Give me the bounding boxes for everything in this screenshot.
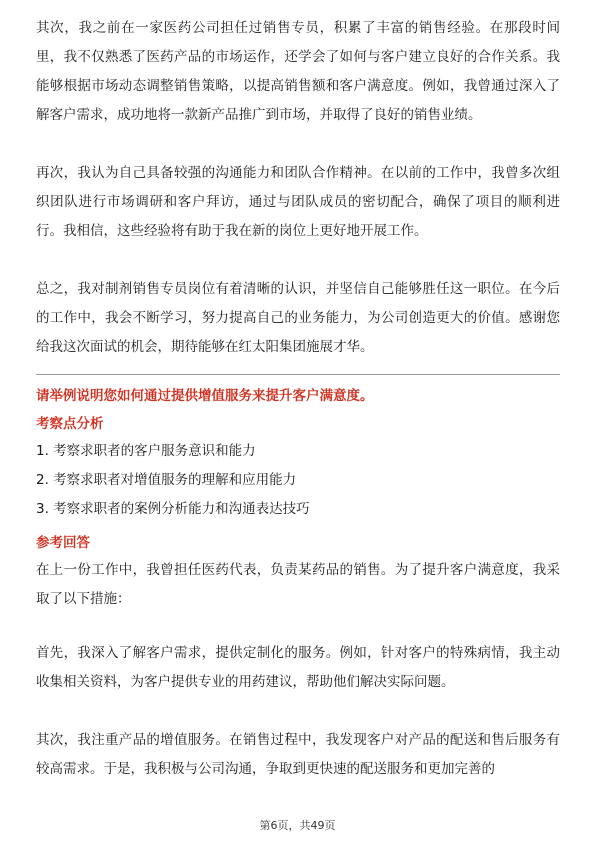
paragraph-sales-experience: 其次，我之前在一家医药公司担任过销售专员，积累了丰富的销售经验。在那段时间里，我不仅熟悉了医药产品的市场运作，还学会了如何与客户建立良好的合作关系。我能够根据市场动态调整销售策略，以提高销售额和客户满意度。例如，我曾通过深入了解客户需求，成功地将一款新产品推广到市场，并取得了良好的销售业绩。 [36,20,560,123]
analysis-item: 1. 考察求职者的客户服务意识和能力 [36,443,256,459]
question-heading: 请举例说明您如何通过提供增值服务来提升客户满意度。 [36,388,374,404]
document-page [36,14,560,784]
section-divider [36,374,560,375]
answer-title: 参考回答 [36,535,90,551]
analysis-item: 2. 考察求职者对增值服务的理解和应用能力 [36,472,297,488]
page-number: 第6页，共49页 [259,819,336,832]
paragraph-conclusion: 总之，我对制剂销售专员岗位有着清晰的认识，并坚信自己能够胜任这一职位。在今后的工作中，我会不断学习，努力提高自己的业务能力，为公司创造更大的价值。感谢您给我这次面试的机会，期待能够在红太阳集团施展才华。 [36,281,560,355]
answer-paragraph: 首先，我深入了解客户需求，提供定制化的服务。例如，针对客户的特殊病情，我主动收集相关资料，为客户提供专业的用药建议，帮助他们解决实际问题。 [36,645,560,690]
answer-paragraph: 其次，我注重产品的增值服务。在销售过程中，我发现客户对产品的配送和售后服务有较高需求。于是，我积极与公司沟通，争取到更快速的配送服务和更加完善的 [36,732,560,777]
analysis-item: 3. 考察求职者的案例分析能力和沟通表达技巧 [36,501,310,517]
paragraph-teamwork: 再次，我认为自己具备较强的沟通能力和团队合作精神。在以前的工作中，我曾多次组织团队进行市场调研和客户拜访，通过与团队成员的密切配合，确保了项目的顺利进行。我相信，这些经验将有助于我在新的岗位上更好地开展工作。 [36,165,560,239]
analysis-title: 考察点分析 [36,416,104,432]
answer-body [36,556,560,784]
answer-paragraph: 在上一份工作中，我曾担任医药代表，负责某药品的销售。为了提升客户满意度，我采取了以下措施： [36,562,560,607]
